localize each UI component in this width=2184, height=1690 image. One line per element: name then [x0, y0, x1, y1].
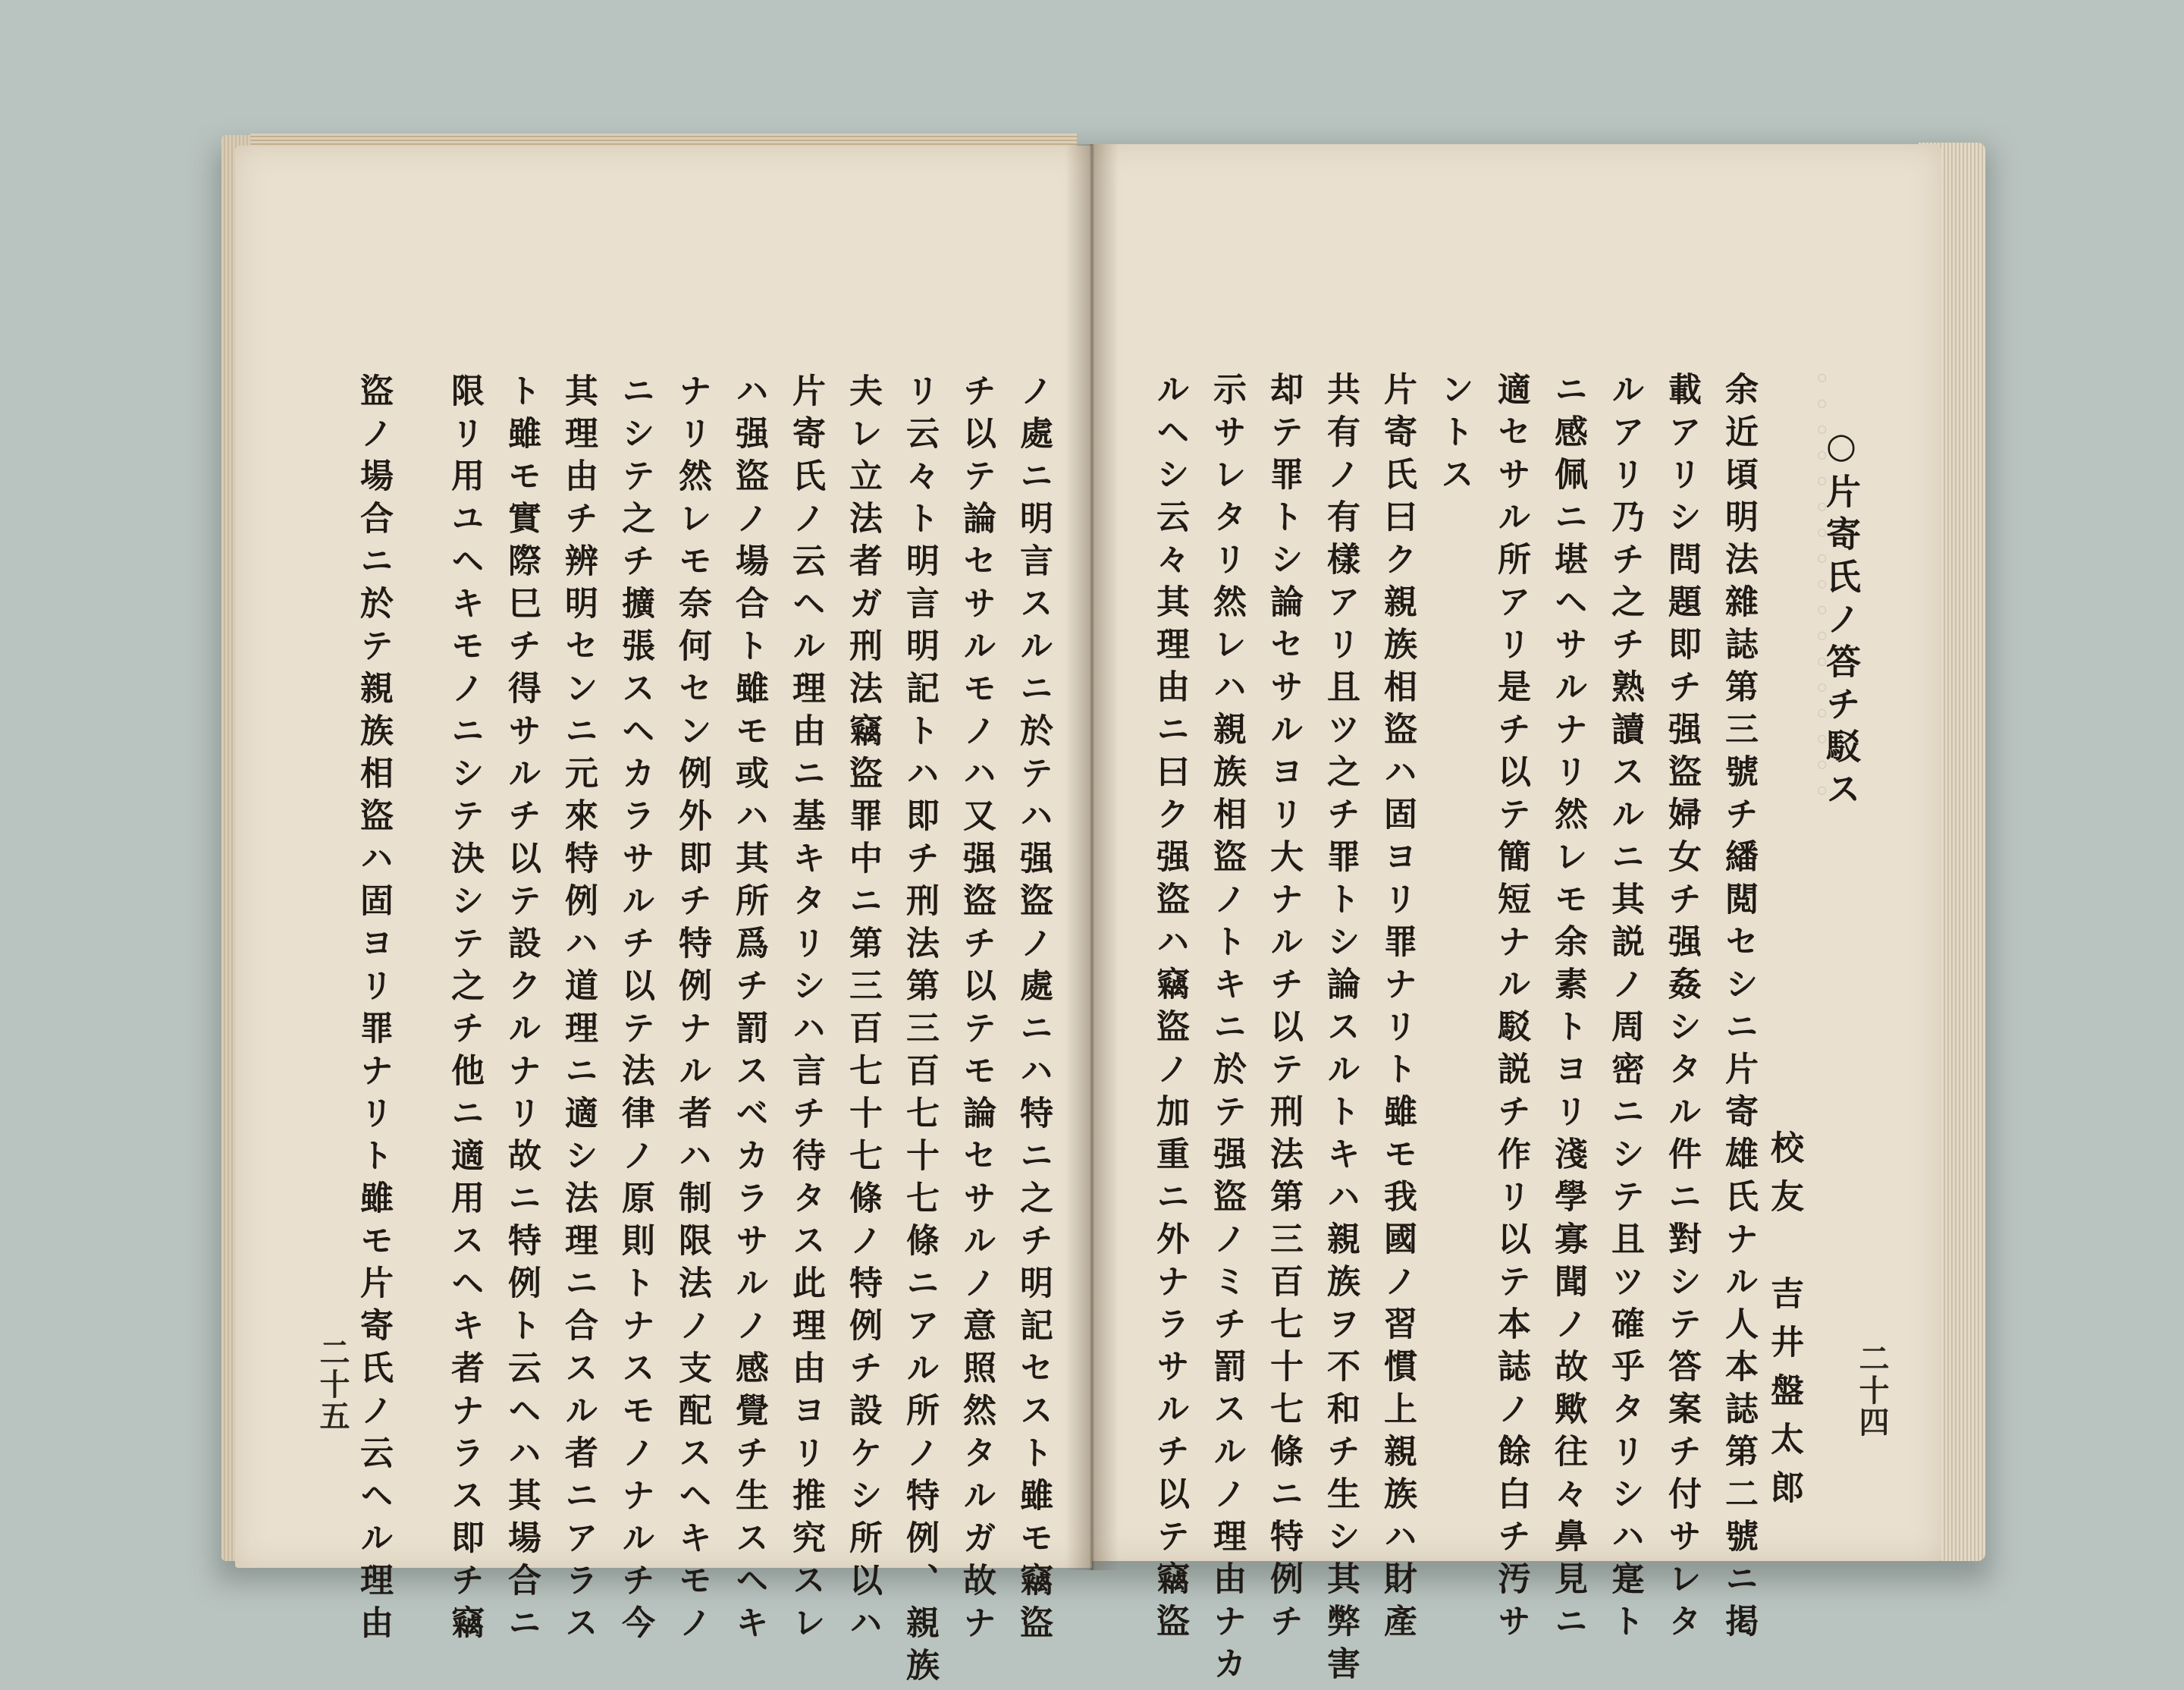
right-page: [1092, 144, 1941, 1688]
left-column-5: 片寄氏ノ云ヘル理由ニ基キタリシハ言チ待タス此理由ヨリ推究スレ: [786, 373, 825, 1648]
right-column-7: 片寄氏曰ク親族相盜ハ固ヨリ罪ナリト雖モ我國ノ習慣上親族ハ財產: [1378, 372, 1417, 1646]
left-column-1: ノ處ニ明言スルニ於テハ强盜ノ處ニハ特ニ之チ明記セスト雖モ竊盜: [1014, 373, 1053, 1648]
author-line: 校友 吉井盤太郎: [1765, 1130, 1803, 1519]
right-page-number: 二十四: [1854, 1343, 1890, 1438]
show-through-text: 。。。。。。。。。。。。。。。。。: [1793, 372, 1828, 825]
left-column-7: ナリ然レモ奈何セン例外即チ特例ナル者ハ制限法ノ支配スヘキモノ: [673, 373, 711, 1648]
right-column-4: ニ感佩ニ堪ヘサルナリ然レモ余素トヨリ淺學寡聞ノ故歟往々鼻見ニ: [1549, 372, 1587, 1646]
right-column-1: 余近頃明法雜誌第三號チ繙閲セシニ片寄雄氏ナル人本誌第二號ニ掲: [1719, 372, 1758, 1646]
left-column-9: 其理由チ辨明センニ元來特例ハ道理ニ適シ法理ニ合スル者ニアラス: [559, 373, 598, 1648]
book-gutter: [1065, 144, 1119, 1570]
left-column-10: ト雖モ實際巳チ得サルチ以テ設クルナリ故ニ特例ト云ヘハ其場合ニ: [502, 373, 541, 1648]
left-page-number: 二十五: [315, 1337, 350, 1432]
right-column-3: ルアリ乃チ之チ熟讀スルニ其説ノ周密ニシテ且ツ確乎タリシハ寔ト: [1605, 372, 1644, 1646]
left-column-4: 夫レ立法者ガ刑法竊盜罪中ニ第三百七十七條ノ特例チ設ケシ所以ハ: [843, 373, 882, 1648]
left-column-12: 盜ノ場合ニ於テ親族相盜ハ固ヨリ罪ナリト雖モ片寄氏ノ云ヘル理由: [354, 373, 393, 1648]
right-column-2: 載アリシ問題即チ强盜婦女チ强姦シタル件ニ對シテ答案チ付サレタ: [1662, 372, 1701, 1646]
right-column-6: ントス: [1435, 372, 1473, 499]
left-column-2: チ以テ論セサルモノハ又强盜チ以テモ論セサルノ意照然タルガ故ナ: [957, 373, 996, 1648]
left-column-11: 限リ用ユヘキモノニシテ決シテ之チ他ニ適用スヘキ者ナラス即チ竊: [445, 373, 484, 1648]
article-title: ○片寄氏ノ答チ駁ス: [1821, 425, 1862, 813]
left-column-6: ハ强盜ノ場合ト雖モ或ハ其所爲チ罰スベカラサルノ感覺チ生スヘキ: [730, 373, 768, 1648]
right-column-8: 共有ノ有樣アリ且ツ之チ罪トシ論スルトキハ親族ヲ不和チ生シ其弊害: [1321, 372, 1360, 1688]
right-column-10: 示サレタリ然レハ親族相盜ノトキニ於テ强盜ノミチ罰スルノ理由ナカ: [1207, 372, 1246, 1688]
left-column-8: ニシテ之チ擴張スヘカラサルチ以テ法律ノ原則トナスモノナルチ今: [616, 373, 654, 1648]
left-column-3: リ云々ト明言明記トハ即チ刑法第三百七十七條ニアル所ノ特例、親族: [900, 373, 939, 1690]
left-page: [235, 146, 1092, 1690]
right-column-11: ルヘシ云々其理由ニ曰ク强盜ハ竊盜ノ加重ニ外ナラサルチ以テ竊盜: [1150, 372, 1189, 1646]
right-column-9: 却テ罪トシ論セサルヨリ大ナルチ以テ刑法第三百七十七條ニ特例チ: [1264, 372, 1303, 1646]
right-column-5: 適セサル所アリ是チ以テ簡短ナル駁説チ作リ以テ本誌ノ餘白チ汚サ: [1492, 372, 1530, 1646]
